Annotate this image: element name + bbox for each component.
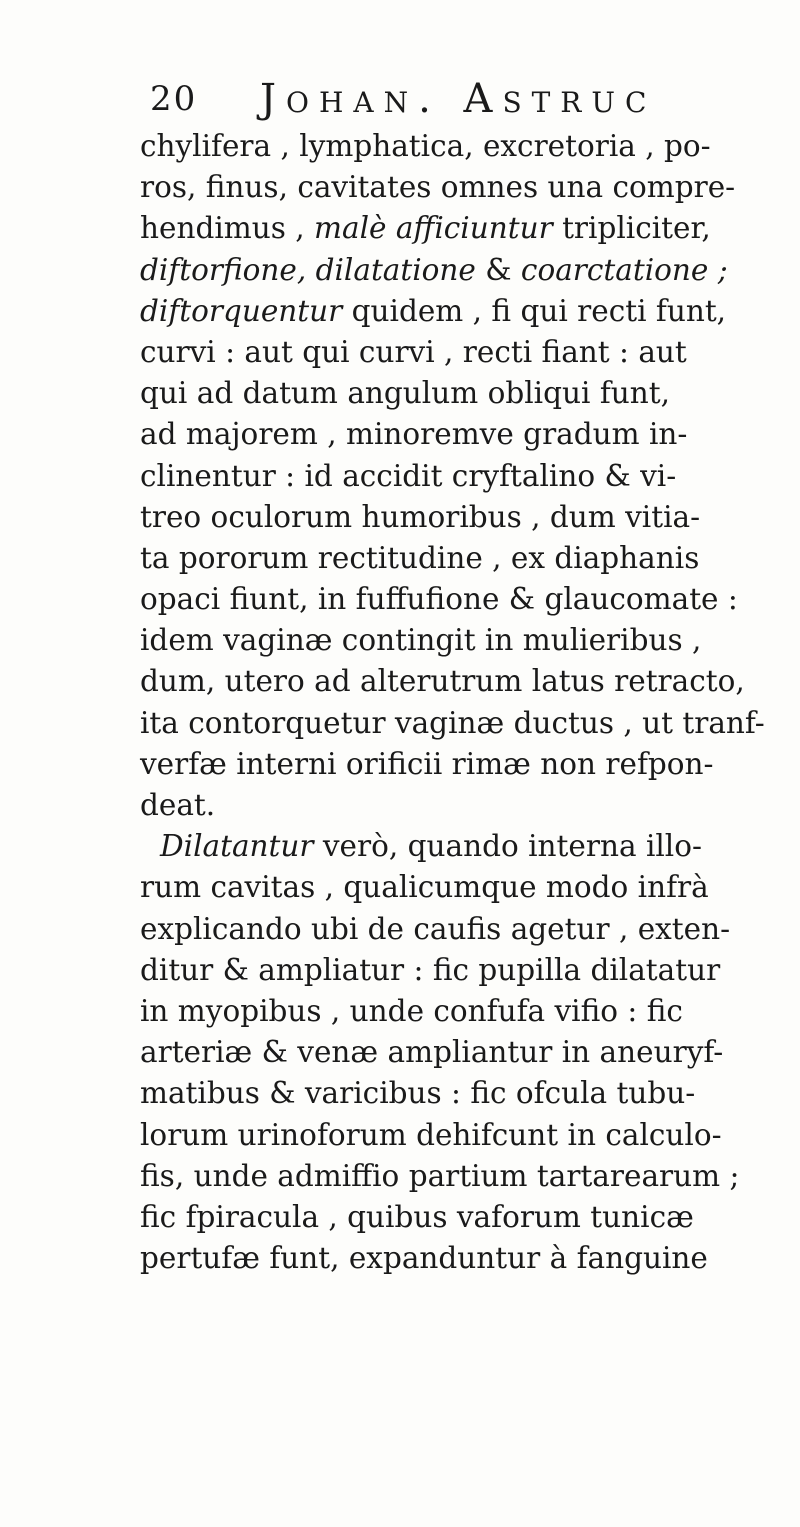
- text-segment: pertufæ funt, expanduntur à fanguine: [140, 1241, 708, 1276]
- text-segment: hendimus ,: [140, 211, 315, 246]
- text-segment: ta pororum rectitudine , ex diaphanis: [140, 540, 700, 575]
- text-segment: rum cavitas , qualicumque modo infrà: [140, 870, 709, 905]
- text-line: [140, 1156, 740, 1197]
- text-line: [140, 867, 709, 908]
- text-line: [140, 909, 731, 950]
- text-line: [140, 497, 701, 538]
- text-segment: chylifera , lymphatica, excretoria , po-: [140, 129, 711, 163]
- text-line: [140, 785, 670, 826]
- text-line: [140, 538, 700, 579]
- text-line: [140, 456, 677, 497]
- text-segment: qui ad datum angulum obliqui funt,: [140, 376, 670, 411]
- text-line: [140, 1197, 694, 1238]
- text-segment: matibus & varicibus : fic ofcula tubu-: [140, 1076, 696, 1111]
- italic-text: diftorquentur: [140, 293, 343, 328]
- italic-text: diftorfione, dilatatione: [140, 252, 476, 287]
- text-line: [140, 1073, 696, 1114]
- text-line: [140, 1238, 708, 1279]
- text-segment: fis, unde admiffio partium tartarearum ;: [140, 1158, 740, 1193]
- text-line: [140, 1115, 722, 1156]
- text-line: [140, 126, 711, 167]
- text-segment: fic fpiracula , quibus vaforum tunicæ: [140, 1199, 694, 1234]
- text-segment: ros, finus, cavitates omnes una compre-: [140, 170, 736, 205]
- italic-text: coarctatione ;: [520, 252, 728, 287]
- text-segment: explicando ubi de caufis agetur , exten-: [140, 911, 731, 946]
- text-line: [140, 1032, 724, 1073]
- text-line: [140, 703, 765, 744]
- text-line: [140, 167, 736, 208]
- text-line: [140, 373, 670, 414]
- text-line: [140, 950, 721, 991]
- text-segment: dum, utero ad alterutrum latus retracto,: [140, 664, 745, 699]
- text-line: [140, 208, 711, 249]
- text-line: [140, 291, 727, 332]
- text-line: [140, 579, 738, 620]
- text-line: [140, 250, 728, 291]
- body-text: [140, 126, 765, 1279]
- text-segment: treo oculorum humoribus , dum vitia-: [140, 499, 701, 534]
- text-segment: quidem , fi qui recti funt,: [342, 293, 727, 328]
- text-segment: deat.: [140, 788, 216, 822]
- text-segment: ditur & ampliatur : fic pupilla dilatatur: [140, 952, 721, 987]
- text-segment: idem vaginæ contingit in mulieribus ,: [140, 623, 702, 658]
- text-segment: clinentur : id accidit cryftalino & vi-: [140, 458, 677, 493]
- text-segment: verò, quando interna illo-: [313, 829, 702, 864]
- italic-text: Dilatantur: [160, 829, 314, 864]
- text-segment: lorum urinoforum dehifcunt in calculo-: [140, 1117, 722, 1152]
- text-segment: in myopibus , unde confufa vifio : fic: [140, 993, 683, 1028]
- page-number: 20: [150, 79, 198, 119]
- text-line: [140, 414, 688, 455]
- running-head: [150, 74, 670, 124]
- text-line: [140, 620, 702, 661]
- text-line: [140, 332, 687, 373]
- text-segment: opaci fiunt, in fuffufione & glaucomate :: [140, 582, 738, 617]
- text-segment: verfæ interni orificii rimæ non refpon-: [140, 746, 714, 781]
- text-line: [140, 826, 702, 867]
- running-title: Johan. Astruc: [260, 76, 657, 122]
- text-segment: curvi : aut qui curvi , recti fiant : aut: [140, 334, 687, 369]
- text-segment: arteriæ & venæ ampliantur in aneuryf-: [140, 1035, 724, 1070]
- text-segment: ad majorem , minoremve gradum in-: [140, 417, 688, 452]
- text-line: [140, 661, 745, 702]
- text-segment: tripliciter,: [552, 211, 711, 246]
- text-line: [140, 991, 683, 1032]
- italic-text: malè afficiuntur: [314, 211, 553, 246]
- text-segment: ita contorquetur vaginæ ductus , ut tranf-: [140, 705, 765, 740]
- text-line: [140, 744, 714, 785]
- text-segment: &: [475, 252, 521, 287]
